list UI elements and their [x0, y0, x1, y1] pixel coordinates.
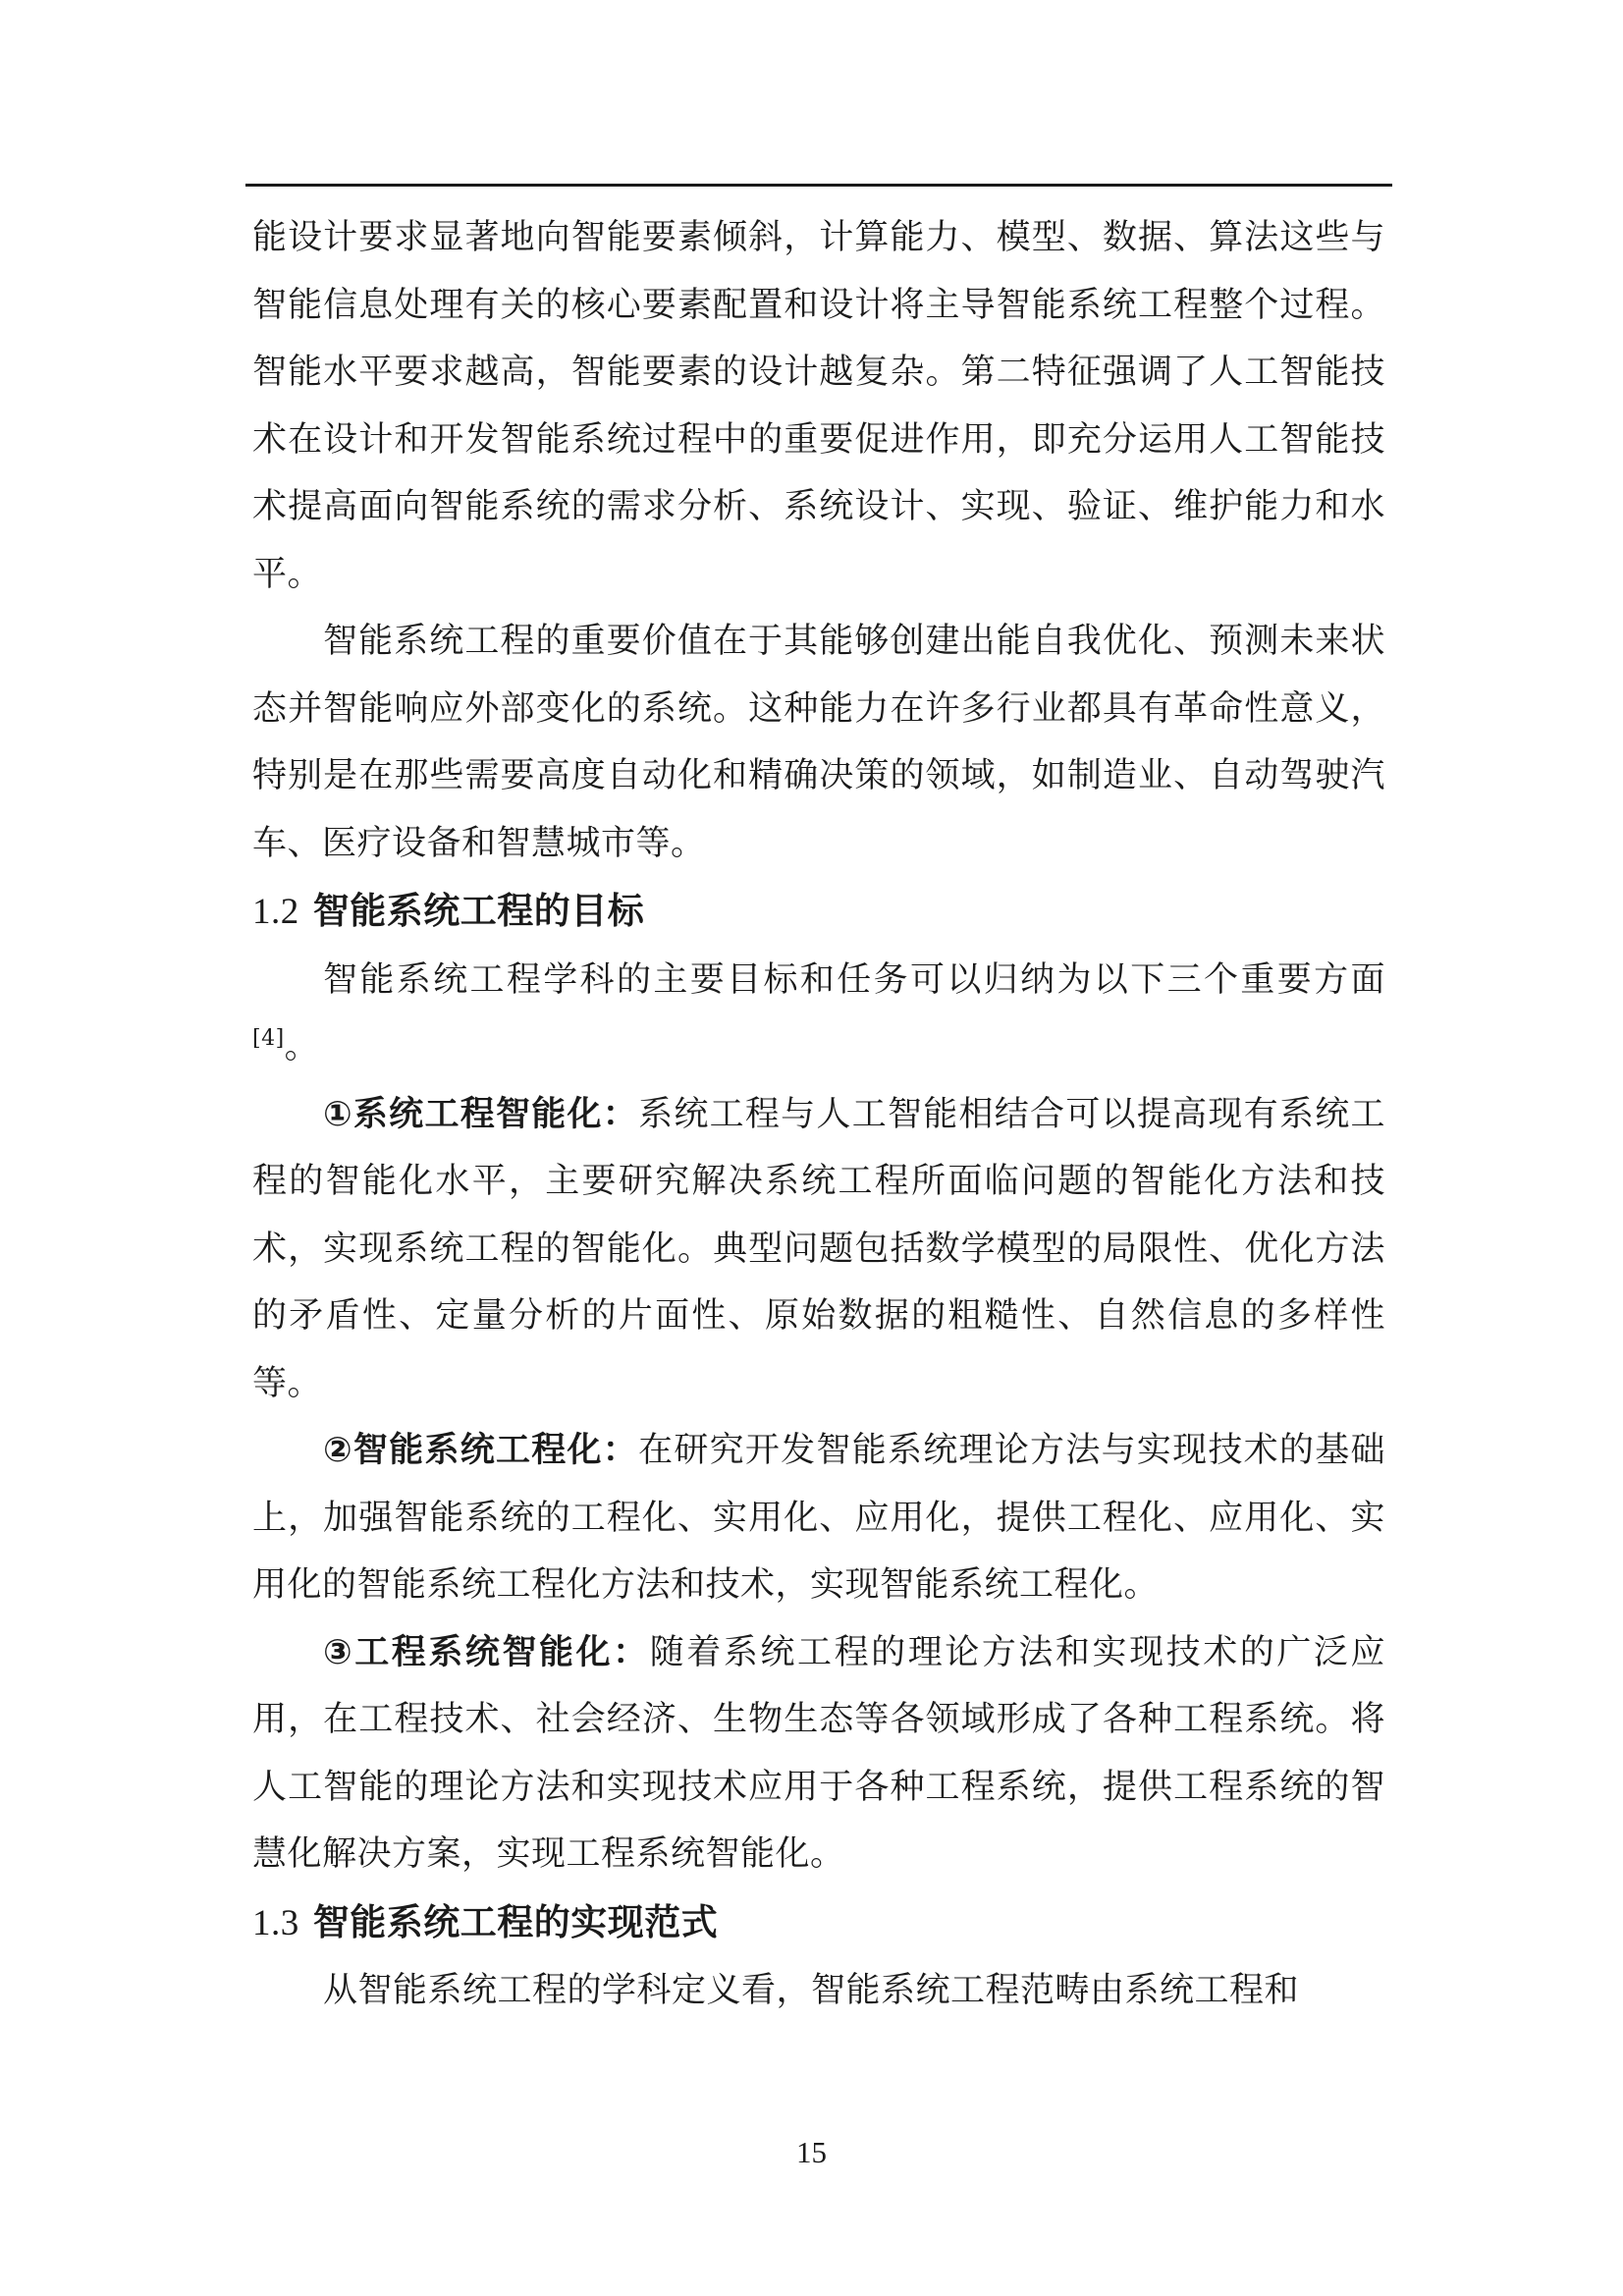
section-1-2-intro	[252, 947, 1385, 1081]
header-rule	[245, 184, 1392, 187]
goal-item-lead: ②智能系统工程化：	[323, 1431, 639, 1470]
page-number: 15	[796, 2135, 827, 2169]
goal-item-lead: ③工程系统智能化：	[323, 1632, 650, 1672]
goal-item-lead: ①系统工程智能化：	[323, 1094, 639, 1134]
paragraph-continuation: 能设计要求显著地向智能要素倾斜，计算能力、模型、数据、算法这些与智能信息处理有关的核心要素配置和设计将主导智能系统工程整个过程。智能水平要求越高，智能要素的设计越复杂。第二特征强调了人工智能技术在设计和开发智能系统过程中的重要促进作用，即充分运用人工智能技术提高面向智能系统的需求分析、系统设计、实现、验证、维护能力和水平。	[252, 218, 1385, 594]
section-title: 智能系统工程的实现范式	[312, 1900, 719, 1943]
intro-text: 智能系统工程学科的主要目标和任务可以归纳为以下三个重要方面	[323, 959, 1385, 1000]
goal-item-1	[252, 1081, 1385, 1418]
goal-item-3	[252, 1619, 1385, 1888]
goal-item-text: 在研究开发智能系统理论方法与实现技术的基础上，加强智能系统的工程化、实用化、应用化，提供工程化、应用化、实用化的智能系统工程化方法和技术，实现智能系统工程化。	[252, 1431, 1385, 1605]
section-number: 1.2	[252, 892, 299, 932]
body-text	[252, 204, 1385, 2025]
goal-item-text: 随着系统工程的理论方法和实现技术的广泛应用，在工程技术、社会经济、生物生态等各领域形成了各种工程系统。将人工智能的理论方法和实现技术应用于各种工程系统，提供工程系统的智慧化解决方案，实现工程系统智能化。	[252, 1632, 1385, 1874]
section-1-3-paragraph: 从智能系统工程的学科定义看，智能系统工程范畴由系统工程和	[323, 1971, 1300, 2010]
goal-item-2	[252, 1417, 1385, 1619]
goal-item-text: 系统工程与人工智能相结合可以提高现有系统工程的智能化水平，主要研究解决系统工程所面临问题的智能化方法和技术，实现系统工程的智能化。典型问题包括数学模型的局限性、优化方法的矛盾性、定量分析的片面性、原始数据的粗糙性、自然信息的多样性等。	[252, 1094, 1385, 1403]
paragraph-value: 智能系统工程的重要价值在于其能够创建出能自我优化、预测未来状态并智能响应外部变化的系统。这种能力在许多行业都具有革命性意义，特别是在那些需要高度自动化和精确决策的领域，如制造业、自动驾驶汽车、医疗设备和智慧城市等。	[252, 622, 1385, 863]
intro-end: 。	[284, 1027, 320, 1066]
section-heading-1-3	[252, 1888, 1385, 1958]
section-heading-1-2	[252, 877, 1385, 947]
section-title: 智能系统工程的目标	[312, 890, 645, 932]
section-number: 1.3	[252, 1902, 299, 1943]
citation-reference: [4]	[252, 1026, 285, 1051]
